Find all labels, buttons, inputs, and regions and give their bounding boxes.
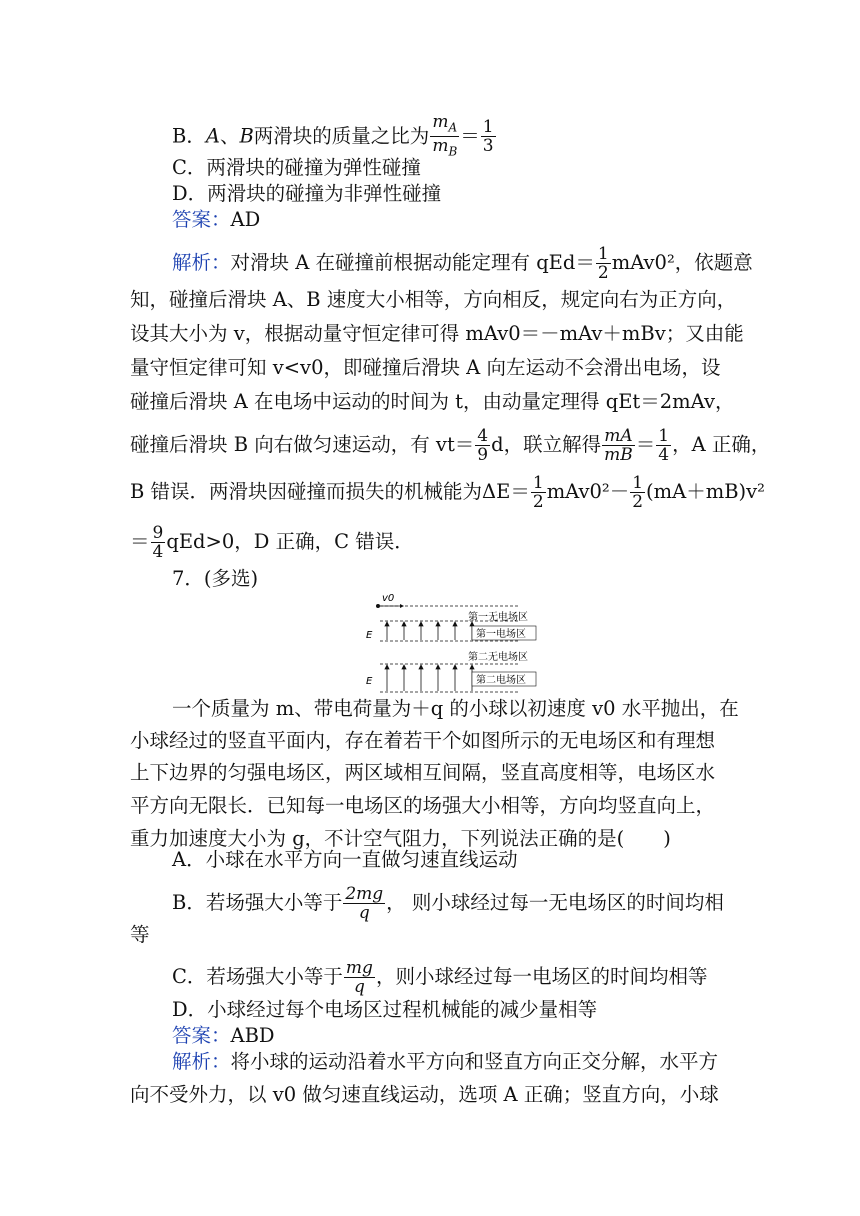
q6-explanation-line-3: 设其大小为 v，根据动量守恒定律可得 mAv0＝－mAv＋mBv；又由能 — [130, 322, 744, 345]
zone-label-1: 第一无电场区 — [468, 612, 528, 623]
q6-explanation-line-1 — [172, 245, 753, 282]
explanation-text: (mA＋mB)v² — [646, 480, 765, 503]
q6-explanation-line-4: 量守恒定律可知 v<v0，即碰撞后滑块 A 向左运动不会滑出电场，设 — [130, 356, 721, 379]
equals-sign: ＝ — [635, 433, 656, 456]
option-b-text: 两滑块的质量之比为 — [253, 124, 430, 148]
zone-label-4: 第二电场区 — [476, 675, 526, 686]
option-c-text: C．若场强大小等于 — [172, 965, 343, 988]
option-b-text: ， 则小球经过每一无电场区的时间均相 — [386, 891, 724, 914]
quarter-fraction: $\frac{1}{4}$ — [658, 426, 670, 465]
q7-option-c — [172, 959, 707, 996]
q7-stem-line-2: 小球经过的竖直平面内，存在着若干个如图所示的无电场区和有理想 — [130, 729, 716, 752]
equals-sign: ＝ — [130, 530, 150, 553]
e-label-1: E — [366, 630, 373, 641]
explanation-text: d，联立解得 — [491, 433, 602, 456]
zone-label-2: 第一电场区 — [476, 629, 526, 640]
explanation-text: 碰撞后滑块 B 向右做匀速运动，有 vt＝ — [130, 433, 475, 456]
q7-option-a: A．小球在水平方向一直做匀速直线运动 — [172, 848, 518, 871]
electric-field-zones-figure — [360, 594, 550, 694]
field-arrows-2 — [385, 665, 474, 691]
half-fraction: $\frac{1}{2}$ — [532, 473, 544, 512]
equals-sign: ＝ — [460, 124, 480, 148]
explanation-text: 将小球的运动沿着水平方向和竖直方向正交分解，水平方 — [230, 1050, 719, 1073]
q7-option-b-continued: 等 — [130, 923, 150, 946]
option-b-sep: 、 — [219, 124, 240, 148]
e-label-2: E — [366, 676, 373, 687]
two-mg-over-q-fraction: $\frac{2mg}{q}$ — [345, 884, 384, 923]
q6-explanation-line-7 — [130, 474, 765, 511]
q6-explanation-line-8 — [130, 524, 414, 561]
four-ninths-fraction: $\frac{4}{9}$ — [477, 426, 489, 465]
mass-ratio-fraction: $\frac{mA}{mB}$ — [604, 426, 633, 465]
option-b-b: B — [239, 124, 254, 148]
q6-explanation-line-6 — [130, 427, 770, 464]
q7-option-d: D．小球经过每个电场区过程机械能的减少量相等 — [172, 998, 598, 1021]
ratio-value-fraction: $\frac{1}{3}$ — [482, 117, 494, 157]
q6-explanation-line-2: 知，碰撞后滑块 A、B 速度大小相等，方向相反，规定向右为正方向， — [130, 288, 737, 311]
q6-explanation-line-5: 碰撞后滑块 A 在电场中运动的时间为 t，由动量定理得 qEt＝2mAv， — [130, 390, 735, 413]
q7-stem-line-4: 平方向无限长．已知每一电场区的场强大小相等，方向均竖直向上， — [130, 794, 716, 817]
q6-answer — [172, 207, 260, 233]
option-c-text: ，则小球经过每一电场区的时间均相等 — [375, 965, 708, 988]
q7-answer — [172, 1023, 275, 1049]
field-arrows-1 — [385, 622, 474, 640]
q7-option-b — [172, 885, 724, 922]
explanation-text: 对滑块 A 在碰撞前根据动能定理有 qEd＝ — [230, 251, 595, 274]
explanation-text: ，A 正确， — [672, 433, 771, 456]
q6-option-b — [172, 113, 497, 161]
explanation-label: 解析： — [172, 251, 231, 274]
half-fraction: $\frac{1}{2}$ — [632, 473, 644, 512]
answer-value: AD — [230, 208, 261, 231]
q7-explanation-line-1 — [172, 1049, 718, 1075]
explanation-text: qEd>0，D 正确，C 错误． — [166, 530, 414, 553]
q7-stem-line-5: 重力加速度大小为 g，不计空气阻力，下列说法正确的是( ) — [130, 827, 671, 850]
option-b-prefix: B． — [172, 124, 206, 148]
q7-explanation-line-2: 向不受外力，以 v0 做匀速直线运动，选项 A 正确；竖直方向，小球 — [130, 1083, 719, 1106]
mass-ratio-fraction: $\frac{m_A}{m_B}$ — [432, 112, 458, 159]
answer-label: 答案： — [172, 208, 231, 231]
q7-stem-line-3: 上下边界的匀强电场区，两区域相互间隔，竖直高度相等，电场区水 — [130, 761, 716, 784]
answer-value: ABD — [230, 1024, 275, 1047]
mg-over-q-fraction: $\frac{mg}{q}$ — [345, 958, 373, 997]
q6-option-d: D．两滑块的碰撞为非弹性碰撞 — [172, 182, 442, 205]
half-fraction: $\frac{1}{2}$ — [597, 244, 609, 283]
explanation-label: 解析： — [172, 1050, 231, 1073]
q7-stem-line-1: 一个质量为 m、带电荷量为＋q 的小球以初速度 v0 水平抛出，在 — [172, 697, 739, 720]
option-b-a: A — [205, 124, 220, 148]
answer-label: 答案： — [172, 1024, 231, 1047]
explanation-text: B 错误．两滑块因碰撞而损失的机械能为ΔE＝ — [130, 480, 530, 503]
zone-label-3: 第二无电场区 — [468, 652, 528, 663]
option-b-text: B．若场强大小等于 — [172, 891, 343, 914]
ball-icon — [376, 604, 380, 608]
nine-quarters-fraction: $\frac{9}{4}$ — [152, 523, 164, 562]
q6-option-c: C．两滑块的碰撞为弹性碰撞 — [172, 156, 421, 179]
explanation-text: mAv0²，依题意 — [611, 251, 753, 274]
q7-heading: 7．(多选) — [172, 567, 259, 590]
explanation-text: mAv0²－ — [546, 480, 630, 503]
v0-label: v0 — [382, 594, 395, 604]
